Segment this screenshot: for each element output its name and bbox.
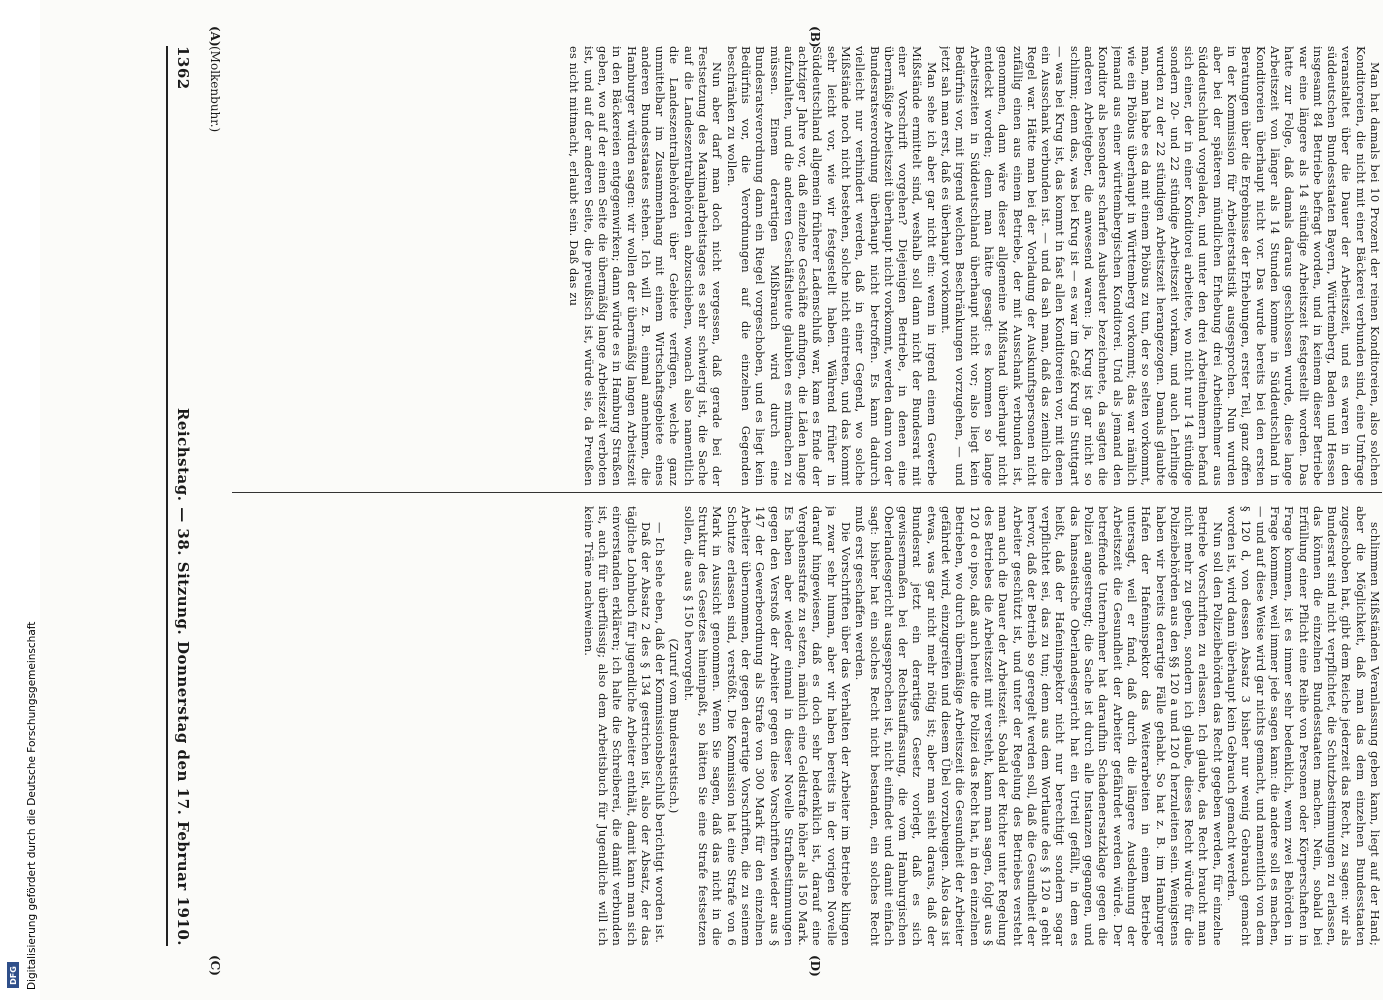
- dfg-logo-icon: [7, 962, 19, 988]
- credit-text: Digitalisierung gefördert durch die Deutsche Forschungsgemeinschaft: [26, 621, 38, 990]
- paragraph: — Ich sehe eben, daß der Kommissionsbeschluß berichtigt worden ist.: [653, 522, 668, 944]
- digitization-credit-bar: [0, 0, 40, 1000]
- page-header: [170, 46, 196, 946]
- header-rule: [166, 46, 168, 946]
- margin-mark-b: (B): [808, 26, 822, 48]
- paragraph: Nun aber darf man doch nicht vergessen, daß gerade bei der Festsetzung des Maximalarbeitstages es sehr schwierig ist, die Sache auf die Landeszentralbehörden abzuschieben, wonach also namentlich die Landeszentralbehörden über Gebiete verfügen, welche ganz unmittelbar im Zusammenhang mit einem Wirtschaftsgebiete eines anderen Bundesstaates stehen. Ich will z. B. einmal annehmen, die Hamburger würden sagen: wir wollen der übermäßig langen Arbeitszeit in den Bäckereien entgegenwirken; dann würde es in Hamburg Straßen geben, wo auf der einen Seite die übermäßig lange Arbeitszeit verboten ist, und auf der anderen Seite, die preußisch ist, würde sie, da Preußen es nicht mitmacht, erlaubt sein. Daß das zu: [567, 46, 725, 486]
- column-divider: [232, 492, 1382, 493]
- paragraph: schlimmen Mißständen Veranlassung geben kann, liegt auf der Hand; aber die Möglichkeit, daß man das dem einzelnen Bundesstaaten zugeschoben hat, gibt dem Reiche jederzeit das Recht, zu sagen: wir als Bundesrat sind nicht verpflichtet, die Schutzbestimmungen zu erlassen, das können die einzelnen Bundesstaaten machen. Nein, sobald bei Erfüllung einer Pflicht eine Reihe von Personen oder Körperschaften in Frage kommen, ist es immer sehr bedenklich, wenn zwei Behörden in Frage kommen, weil immer jede sagen kann: die andere soll es machen, — und auf diese Weise wird gar nichts gemacht, und namentlich von dem § 120 d, von dessen Absatz 3 bisher nur wenig Gebrauch gemacht worden ist, wird dann überhaupt kein Gebrauch gemacht werden.: [1225, 506, 1382, 946]
- margin-mark-c: (C): [208, 955, 222, 976]
- paragraph: Nun soll den Polizeibehörden das Recht gegeben werden, für einzelne Betriebe Vorschriften zu erlassen. Ich glaube, das Recht braucht man nicht mehr zu geben, sondern ich glaube, dieses Recht würde für die Polizeibehörden aus den §§ 120 a und 120 d herzuleiten sein. Wenigstens haben wir bereits derartige Fälle gehabt. So hat z. B. im Hamburger Hafen der Hafeninspektor das Weiterarbeiten in einem Betriebe untersagt, weil er fand, daß durch die längere Ausdehnung der Arbeitszeit die Gesundheit der Arbeiter gefährdet werden würde. Der betreffende Unternehmer hat daraufhin Schadenersatzklage gegen die Polizei angestrengt; die Sache ist durch alle Instanzen gegangen, und das hanseatische Oberlandesgericht hat ein Urteil gefällt, in dem es heißt, daß der Hafeninspektor nicht nur berechtigt sondern sogar verpflichtet sei, das zu tun; denn aus dem Wortlaute des § 120 a geht hervor, daß der Betrieb so geregelt werden soll, daß die Gesundheit der Arbeiter geschützt ist, und unter der Regelung des Betriebes versteht man auch die Dauer der Arbeitszeit. Sobald der Richter unter Regelung des Betriebes die Arbeitszeit mit versteht, kann man sagen, folgt aus § 120 d eo ipso, daß auch heute die Polizei das Recht hat, in den einzelnen Betrieben, wo durch übermäßige Arbeitszeit die Gesundheit der Arbeiter gefährdet wird, einzugreifen und diesem Übel vorzubeugen. Also das ist etwas, was gar nicht mehr nötig ist; aber man sieht daraus, daß der Bundesrat jetzt ein derartiges Gesetz vorlegt, daß es sich gewissermaßen bei der Rechtsauffassung, die vom Hamburgischen Oberlandesgericht ausgesprochen ist, nicht einfindet und damit einfach sagt: bisher hat ein solches Recht nicht bestanden, ein solches Recht muß erst geschaffen werden.: [853, 506, 1225, 946]
- page-title: Reichstag. — 38. Sitzung. Donnerstag den 17. Februar 1910.: [174, 407, 192, 946]
- left-text-column: [232, 46, 1382, 486]
- rotated-document-page: [92, 20, 1382, 980]
- margin-mark-d: (D): [808, 955, 822, 977]
- speaker-name: (Molkenbuhr.): [208, 46, 222, 133]
- scanned-page-area: [40, 0, 1383, 1000]
- paragraph: Die Vorschriften über das Verhalten der Arbeiter im Betriebe klingen ja zwar sehr human, aber wir haben bereits in der vorigen Novelle darauf hingewiesen, daß es doch sehr bedenklich ist, darauf eine Vergehensstrafe zu setzen, nämlich eine Geldstrafe höher als 150 Mark. Es haben aber wieder einmal in dieser Novelle Strafbestimmungen gegen den Verstoß der Arbeiter gegen diese Vorschriften wieder aus § 147 der Gewerbeordnung als Strafe von 300 Mark für den einzelnen Arbeiter übernommen, der gegen derartige Vorschriften, die zu seinem Schutze erlassen sind, verstößt. Die Kommission hat eine Strafe von 6 Mark in Aussicht genommen. Wenn Sie sagen, daß das nicht in die Struktur des Gesetzes hineinpaßt, so hätten Sie eine Strafe festsetzen sollen, die aus § 150 hervorgeht.: [681, 506, 854, 946]
- interjection: (Zuruf vom Bundesratstisch.): [667, 638, 682, 814]
- page-number: 1362: [174, 46, 192, 90]
- paragraph: Daß der Absatz 2 des § 134 gestrichen ist, also der Absatz, der das tägliche Lohnbuch für jugendliche Arbeiter enthält, damit kann man sich einverstanden erklären; ich halte die Schreiberei, die damit verbunden ist, auch für überflüssig; also dem Arbeitsbuch für Jugendliche will ich keine Träne nachweinen.: [581, 506, 653, 946]
- paragraph: Man hat damals bei 10 Prozent der reinen Konditoreien, also solchen Konditoreien, die nicht mit einer Bäckerei verbunden sind, eine Umfrage veranstaltet über die Dauer der Arbeitszeit, und es waren in den süddeutschen Bundesstaaten Bayern, Württemberg, Baden und Hessen insgesamt 84 Betriebe befragt worden, und in keinem dieser Betriebe war eine längere als 14 stündige Arbeitszeit festgestellt worden. Das hatte zur Folge, daß damals daraus geschlossen wurde, diese lange Arbeitszeit von länger als 14 Stunden komme in Süddeutschland in Konditoreien überhaupt nicht vor. Das wurde bereits bei den ersten Beratungen über die Ergebnisse der Erhebungen, erster Teil, ganz offen in der Kommission für Arbeiterstatistik ausgesprochen. Nun wurden aber bei der späteren mündlichen Erhebung drei Arbeitnehmer aus Süddeutschland vorgeladen, und unter den drei Arbeitnehmern befand sich einer, der in einer Konditorei arbeitete, wo nicht nur 14 stündige sondern 20- und 22 stündige Arbeitszeit vorkam, und auch Lehrlinge wurden zu der 22 stündigen Arbeitszeit herangezogen. Damals glaubte man, man habe es da mit einem Phöbus zu tun, der so selten vorkommt, wie ein Phöbus überhaupt in Württemberg vorkommt; das war nämlich jemand aus einer württembergischen Konditorei. Und als jemand den Konditor als besonders scharfen Ausbeuter bezeichnete, da sagten die anderen Arbeitgeber, die anwesend waren: ja, Krug ist gar nicht so schlimm; denn das, was bei Krug ist — es war im Café Krug in Stuttgart — was bei Krug ist, das kommt in fast allen Konditoreien vor, mit denen ein Ausschank verbunden ist. — und da sah man, daß das ziemlich die Regel war. Hätte man bei der Vorladung der Auskunftspersonen nicht zufällig einen aus einem Betriebe, der mit Ausschank verbunden ist, genommen, dann wäre dieser allgemeine Mißstand überhaupt nicht entdeckt worden; denn man hätte gesagt: es kommen so lange Arbeitszeiten in Süddeutschland überhaupt nicht vor; also liegt kein Bedürfnis vor, mit irgend welchen Beschränkungen vorzugehen, — und jetzt sah man erst, daß es überhaupt vorkommt.: [939, 46, 1382, 486]
- margin-mark-a: (A): [208, 26, 222, 47]
- paragraph: Man sehe ich aber gar nicht ein: wenn in irgend einem Gewerbe Mißstände ermittelt sind, weshalb soll dann nicht der Bundesrat mit einer Vorschrift vorgehen? Diejenigen Betriebe, in denen eine übermäßige Arbeitszeit überhaupt nicht vorkommt, werden dann von der Bundesratsverordnung überhaupt nicht betroffen. Es kann dadurch vielleicht nur verhindert werden, daß in einer Gegend, wo solche Mißstände noch nicht bestehen, solche nicht eintreten, und das kommt sehr leicht vor, wie wir festgestellt haben. Während früher in Süddeutschland allgemein früherer Ladenschluß war, kam es Ende der achtziger Jahre vor, daß einzelne Geschäfte anfingen, die Läden lange aufzuhalten, und die anderen Geschäftsleute glaubten es mitmachen zu müssen. Einem derartigen Mißbrauch wird durch eine Bundesratsverordnung dann ein Riegel vorgeschoben, und es liegt kein Bedürfnis vor, die Verordnungen auf die einzelnen Gegenden beschränken zu wollen.: [724, 46, 939, 486]
- right-text-column: [232, 506, 1382, 946]
- logo-text: DFG: [8, 965, 18, 985]
